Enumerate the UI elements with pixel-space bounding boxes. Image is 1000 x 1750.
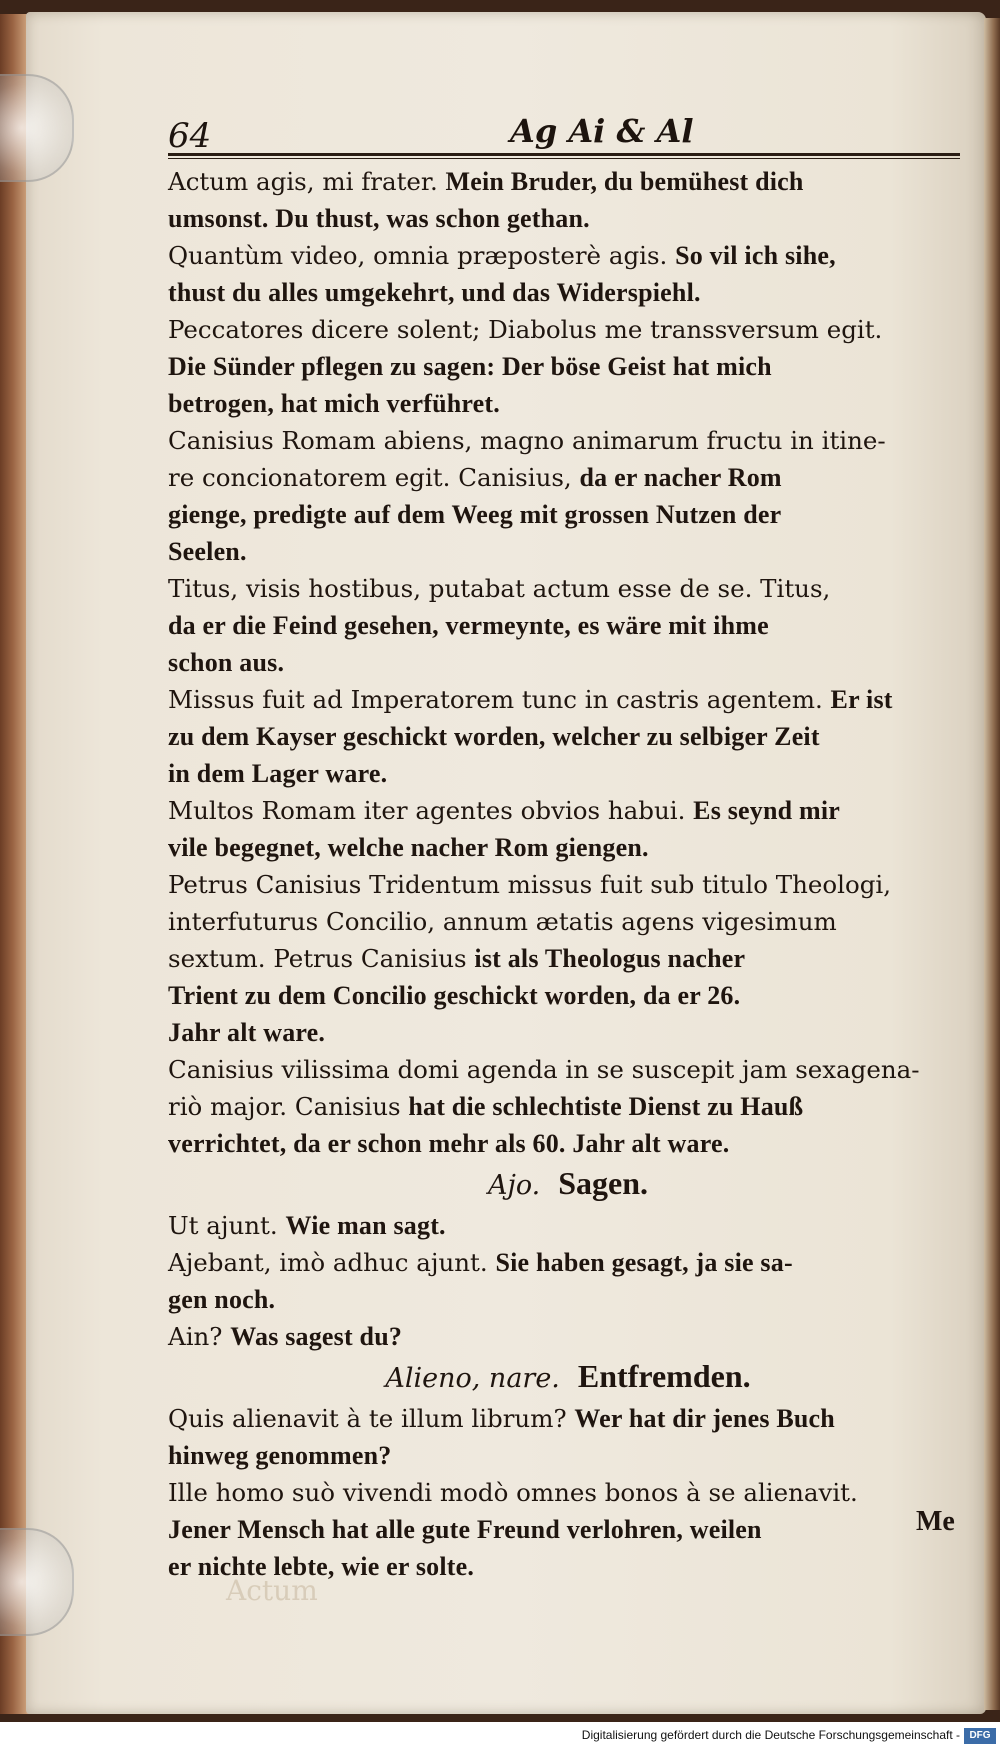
entry-line	[168, 496, 968, 533]
entry-line	[168, 422, 968, 459]
catchword: Me	[916, 1506, 955, 1537]
entry-group-actum	[168, 163, 968, 1162]
dfg-logo: DFG	[964, 1728, 996, 1744]
entry-line	[168, 1548, 968, 1585]
page-number: 64	[168, 116, 212, 156]
section-gloss: Sagen.	[558, 1165, 649, 1201]
latin-text: sextum. Petrus Canisius	[168, 944, 475, 973]
entry-group-ajo	[168, 1207, 968, 1355]
german-text: So vil ich sihe,	[675, 241, 836, 270]
entry-line	[168, 1511, 968, 1548]
entry-line	[168, 385, 968, 422]
dictionary-entry	[168, 237, 968, 311]
entry-line	[168, 200, 968, 237]
german-text: hinweg genommen?	[168, 1441, 392, 1470]
german-text: Seelen.	[168, 537, 247, 566]
entry-line	[168, 977, 968, 1014]
entry-line	[168, 163, 968, 200]
entry-line	[168, 311, 968, 348]
german-text: Mein Bruder, du bemühest dich	[445, 167, 804, 196]
german-text: Was sagest du?	[230, 1322, 403, 1351]
entry-line	[168, 1318, 968, 1355]
german-text: da er die Feind gesehen, vermeynte, es wäre mit ihme	[168, 611, 769, 640]
german-text: Trient zu dem Concilio geschickt worden, da er 26.	[168, 981, 741, 1010]
dictionary-entry	[168, 422, 968, 570]
dictionary-entry	[168, 163, 968, 237]
german-text: Wie man sagt.	[285, 1211, 446, 1240]
dictionary-entry	[168, 570, 968, 681]
dictionary-entry	[168, 1244, 968, 1318]
entry-line	[168, 829, 968, 866]
german-text: vile begegnet, welche nacher Rom giengen.	[168, 833, 649, 862]
latin-text: Canisius Romam abiens, magno animarum fructu in itine-	[168, 426, 886, 455]
running-head: Ag Ai & Al	[510, 112, 694, 150]
page-clip-bottom	[0, 1528, 74, 1636]
latin-text: Ille homo suò vivendi modò omnes bonos à se alienavit.	[168, 1478, 858, 1507]
footer-credit: Digitalisierung gefördert durch die Deutsche Forschungsgemeinschaft -	[581, 1728, 960, 1742]
dictionary-entry	[168, 792, 968, 866]
german-text: Die Sünder pflegen zu sagen: Der böse Geist hat mich	[168, 352, 772, 381]
latin-text: riò major. Canisius	[168, 1092, 409, 1121]
latin-text: Ajebant, imò adhuc ajunt.	[168, 1248, 496, 1277]
latin-text: re concionatorem egit. Canisius,	[168, 463, 580, 492]
german-text: Jahr alt ware.	[168, 1018, 326, 1047]
german-text: Wer hat dir jenes Buch	[574, 1404, 835, 1433]
dictionary-entry	[168, 1207, 968, 1244]
entry-line	[168, 237, 968, 274]
header-rule	[168, 153, 960, 159]
entry-line	[168, 792, 968, 829]
german-text: gienge, predigte auf dem Weeg mit grossen Nutzen der	[168, 500, 782, 529]
latin-text: Peccatores dicere solent; Diabolus me transsversum egit.	[168, 315, 883, 344]
german-text: Jener Mensch hat alle gute Freund verlohren, weilen	[168, 1515, 762, 1544]
entry-line	[168, 1207, 968, 1244]
latin-text: Multos Romam iter agentes obvios habui.	[168, 796, 694, 825]
entry-line	[168, 1437, 968, 1474]
german-text: verrichtet, da er schon mehr als 60. Jahr alt ware.	[168, 1129, 730, 1158]
entry-line	[168, 866, 968, 903]
entry-line	[168, 1281, 968, 1318]
german-text: schon aus.	[168, 648, 285, 677]
section-gloss: Entfremden.	[577, 1358, 751, 1394]
section-lemma: Alieno, nare.	[385, 1363, 560, 1394]
latin-text: Ain?	[168, 1322, 231, 1351]
latin-text: Quis alienavit à te illum librum?	[168, 1404, 575, 1433]
entry-line	[168, 755, 968, 792]
entry-line	[168, 681, 968, 718]
latin-text: Actum agis, mi frater.	[168, 167, 446, 196]
dictionary-entry	[168, 681, 968, 792]
page-clip-top	[0, 74, 74, 182]
german-text: hat die schlechtiste Dienst zu Hauß	[408, 1092, 804, 1121]
entry-line	[168, 718, 968, 755]
dictionary-entry	[168, 1474, 968, 1585]
section-heading-alieno	[168, 1355, 968, 1400]
latin-text: Petrus Canisius Tridentum missus fuit sub titulo Theologi,	[168, 870, 892, 899]
latin-text: interfuturus Concilio, annum ætatis agens vigesimum	[168, 907, 837, 936]
entry-line	[168, 1014, 968, 1051]
german-text: Es seynd mir	[693, 796, 841, 825]
latin-text: Missus fuit ad Imperatorem tunc in castris agentem.	[168, 685, 831, 714]
entry-line	[168, 533, 968, 570]
dictionary-entry	[168, 866, 968, 1051]
entry-line	[168, 1244, 968, 1281]
german-text: umsonst. Du thust, was schon gethan.	[168, 204, 590, 233]
german-text: da er nacher Rom	[579, 463, 782, 492]
german-text: zu dem Kayser geschickt worden, welcher zu selbiger Zeit	[168, 722, 820, 751]
entry-line	[168, 1051, 968, 1088]
german-text: Sie haben gesagt, ja sie sa-	[495, 1248, 793, 1277]
german-text: er nichte lebte, wie er solte.	[168, 1552, 475, 1581]
page-header	[168, 112, 964, 158]
latin-text: Quantùm video, omnia præposterè agis.	[168, 241, 676, 270]
german-text: Er ist	[830, 685, 893, 714]
entry-line	[168, 274, 968, 311]
show-through-text: Actum	[226, 1574, 318, 1607]
dictionary-entry	[168, 311, 968, 422]
german-text: thust du alles umgekehrt, und das Widerspiehl.	[168, 278, 701, 307]
entry-group-alieno	[168, 1400, 968, 1585]
footer-bar	[0, 1722, 1000, 1750]
latin-text: Canisius vilissima domi agenda in se suscepit jam sexagena-	[168, 1055, 920, 1084]
section-heading-ajo	[168, 1162, 968, 1207]
dictionary-entry	[168, 1318, 968, 1355]
entry-line	[168, 607, 968, 644]
section-lemma: Ajo.	[487, 1170, 541, 1201]
german-text: gen noch.	[168, 1285, 276, 1314]
german-text: ist als Theologus nacher	[474, 944, 746, 973]
latin-text: Ut ajunt.	[168, 1211, 286, 1240]
entry-line	[168, 348, 968, 385]
entry-line	[168, 459, 968, 496]
entry-line	[168, 1474, 968, 1511]
dictionary-entry	[168, 1400, 968, 1474]
entry-line	[168, 644, 968, 681]
german-text: betrogen, hat mich verführet.	[168, 389, 500, 418]
entry-line	[168, 1400, 968, 1437]
entry-line	[168, 570, 968, 607]
german-text: in dem Lager ware.	[168, 759, 388, 788]
page-content	[168, 163, 968, 1585]
book-edge-right	[984, 18, 1000, 1710]
entry-line	[168, 903, 968, 940]
entry-line	[168, 940, 968, 977]
dictionary-entry	[168, 1051, 968, 1162]
entry-line	[168, 1088, 968, 1125]
latin-text: Titus, visis hostibus, putabat actum esse de se. Titus,	[168, 574, 831, 603]
entry-line	[168, 1125, 968, 1162]
